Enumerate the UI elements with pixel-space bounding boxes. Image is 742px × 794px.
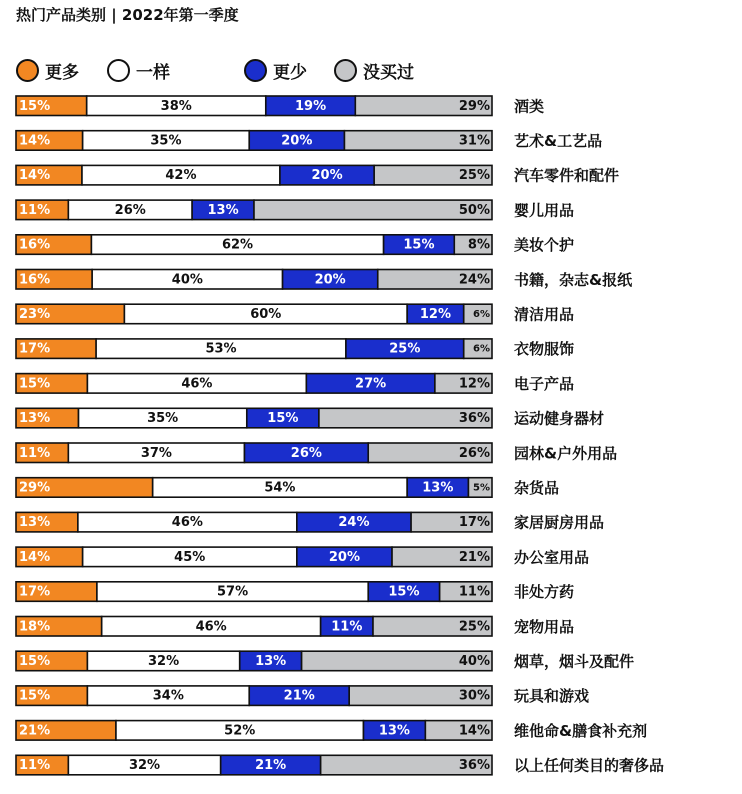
- category-label: 园林&户外用品: [514, 444, 618, 463]
- data-label-same: 46%: [171, 515, 203, 531]
- data-label-never: 30%: [458, 688, 490, 704]
- data-label-less: 20%: [311, 168, 343, 184]
- data-label-less: 20%: [281, 133, 313, 149]
- bar-row: [16, 131, 602, 151]
- category-label: 汽车零件和配件: [514, 166, 620, 185]
- data-label-never: 5%: [473, 482, 490, 494]
- bar-row: [16, 374, 574, 394]
- category-label: 以上任何类目的奢侈品: [514, 756, 665, 775]
- data-label-less: 15%: [388, 584, 420, 600]
- data-label-same: 46%: [181, 376, 213, 392]
- data-label-same: 35%: [150, 133, 182, 149]
- data-label-less: 26%: [290, 445, 322, 461]
- data-label-same: 40%: [171, 272, 203, 288]
- category-label: 电子产品: [514, 374, 575, 393]
- category-label: 衣物服饰: [514, 340, 575, 359]
- data-label-less: 15%: [267, 411, 299, 427]
- data-label-more: 17%: [19, 584, 51, 600]
- data-label-more: 15%: [19, 376, 51, 392]
- category-label: 美妆个护: [514, 236, 575, 255]
- data-label-less: 11%: [331, 619, 363, 635]
- data-label-more: 15%: [19, 688, 51, 704]
- category-label: 宠物用品: [514, 617, 575, 636]
- data-label-less: 13%: [422, 480, 454, 496]
- data-label-more: 17%: [19, 341, 51, 357]
- data-label-less: 21%: [255, 758, 287, 774]
- data-label-more: 11%: [19, 445, 51, 461]
- category-label: 维他命&膳食补充剂: [514, 721, 648, 740]
- category-label: 清洁用品: [514, 305, 575, 324]
- data-label-less: 13%: [378, 723, 410, 739]
- data-label-never: 25%: [458, 619, 490, 635]
- bar-row: [16, 651, 634, 671]
- data-label-never: 36%: [458, 411, 490, 427]
- category-label: 艺术&工艺品: [514, 131, 603, 150]
- data-label-less: 20%: [328, 549, 361, 565]
- data-label-never: 6%: [473, 343, 490, 355]
- data-label-never: 50%: [458, 202, 490, 218]
- bar-row: [16, 235, 574, 255]
- category-label: 家居厨房用品: [514, 513, 605, 532]
- category-label: 书籍，杂志&报纸: [514, 270, 633, 289]
- bar-segment-never: [254, 200, 492, 220]
- data-label-more: 13%: [19, 411, 51, 427]
- category-label: 运动健身器材: [514, 409, 605, 428]
- bar-row: [16, 443, 617, 463]
- bar-row: [16, 200, 574, 220]
- data-label-never: 26%: [458, 445, 490, 461]
- bar-row: [16, 304, 574, 324]
- data-label-same: 53%: [205, 341, 237, 357]
- bar-row: [16, 582, 574, 602]
- bar-row: [16, 686, 589, 706]
- bar-row: [16, 270, 633, 290]
- data-label-same: 35%: [147, 411, 179, 427]
- bar-row: [16, 617, 574, 637]
- data-label-more: 14%: [19, 133, 51, 149]
- data-label-less: 15%: [403, 237, 435, 253]
- bar-row: [16, 755, 664, 775]
- category-label: 婴儿用品: [514, 201, 575, 220]
- data-label-more: 29%: [19, 480, 51, 496]
- data-label-never: 12%: [458, 376, 490, 392]
- bar-row: [16, 721, 647, 741]
- data-label-more: 14%: [19, 549, 51, 565]
- category-label: 杂货品: [514, 478, 560, 497]
- data-label-less: 25%: [389, 341, 421, 357]
- data-label-never: 17%: [458, 515, 490, 531]
- bar-row: [16, 512, 604, 532]
- legend-label-less: 更少: [273, 63, 307, 83]
- data-label-never: 14%: [458, 723, 490, 739]
- data-label-less: 27%: [355, 376, 387, 392]
- data-label-more: 11%: [19, 758, 51, 774]
- data-label-more: 21%: [19, 723, 51, 739]
- data-label-less: 21%: [283, 688, 315, 704]
- data-label-never: 11%: [458, 584, 490, 600]
- data-label-more: 15%: [19, 653, 51, 669]
- bar-row: [16, 408, 604, 428]
- data-label-never: 6%: [473, 308, 490, 320]
- bar-row: [16, 478, 559, 498]
- data-label-less: 19%: [294, 98, 327, 114]
- data-label-same: 57%: [217, 584, 249, 600]
- category-label: 非处方药: [514, 583, 575, 602]
- data-label-never: 31%: [458, 133, 490, 149]
- data-label-same: 60%: [250, 306, 282, 322]
- data-label-never: 25%: [458, 168, 490, 184]
- data-label-less: 24%: [338, 515, 370, 531]
- data-label-more: 13%: [19, 515, 51, 531]
- data-label-same: 45%: [174, 549, 206, 565]
- category-label: 玩具和游戏: [514, 687, 590, 706]
- data-label-same: 42%: [165, 168, 197, 184]
- data-label-more: 14%: [19, 168, 51, 184]
- data-label-never: 24%: [458, 272, 490, 288]
- data-label-never: 8%: [467, 237, 490, 253]
- category-label: 办公室用品: [514, 548, 590, 567]
- legend-label-same: 一样: [136, 63, 170, 83]
- data-label-same: 62%: [221, 237, 254, 253]
- bar-row: [16, 339, 574, 359]
- chart-title: 热门产品类别 | 2022年第一季度: [16, 6, 239, 24]
- data-label-never: 40%: [458, 653, 490, 669]
- data-label-same: 26%: [114, 202, 146, 218]
- data-label-never: 21%: [458, 549, 490, 565]
- data-label-same: 32%: [128, 758, 161, 774]
- data-label-never: 36%: [458, 758, 490, 774]
- legend-label-more: 更多: [45, 63, 79, 83]
- data-label-same: 46%: [195, 619, 227, 635]
- data-label-more: 16%: [19, 237, 51, 253]
- data-label-more: 16%: [19, 272, 51, 288]
- data-label-same: 37%: [140, 445, 172, 461]
- data-label-same: 52%: [224, 723, 256, 739]
- data-label-same: 34%: [152, 688, 184, 704]
- data-label-more: 11%: [19, 202, 51, 218]
- data-label-less: 13%: [207, 202, 239, 218]
- data-label-more: 15%: [19, 98, 51, 114]
- data-label-never: 29%: [458, 98, 490, 114]
- bar-row: [16, 547, 589, 567]
- category-label: 烟草，烟斗及配件: [514, 652, 635, 671]
- data-label-less: 12%: [419, 306, 452, 322]
- data-label-more: 23%: [19, 306, 51, 322]
- legend-label-never: 没买过: [363, 63, 414, 83]
- data-label-same: 38%: [160, 98, 192, 114]
- data-label-less: 20%: [314, 272, 346, 288]
- bar-row: [16, 96, 544, 116]
- data-label-more: 18%: [19, 619, 51, 635]
- category-label: 酒类: [514, 97, 545, 116]
- data-label-same: 32%: [147, 653, 180, 669]
- data-label-same: 54%: [264, 480, 296, 496]
- data-label-less: 13%: [255, 653, 287, 669]
- bar-row: [16, 165, 619, 185]
